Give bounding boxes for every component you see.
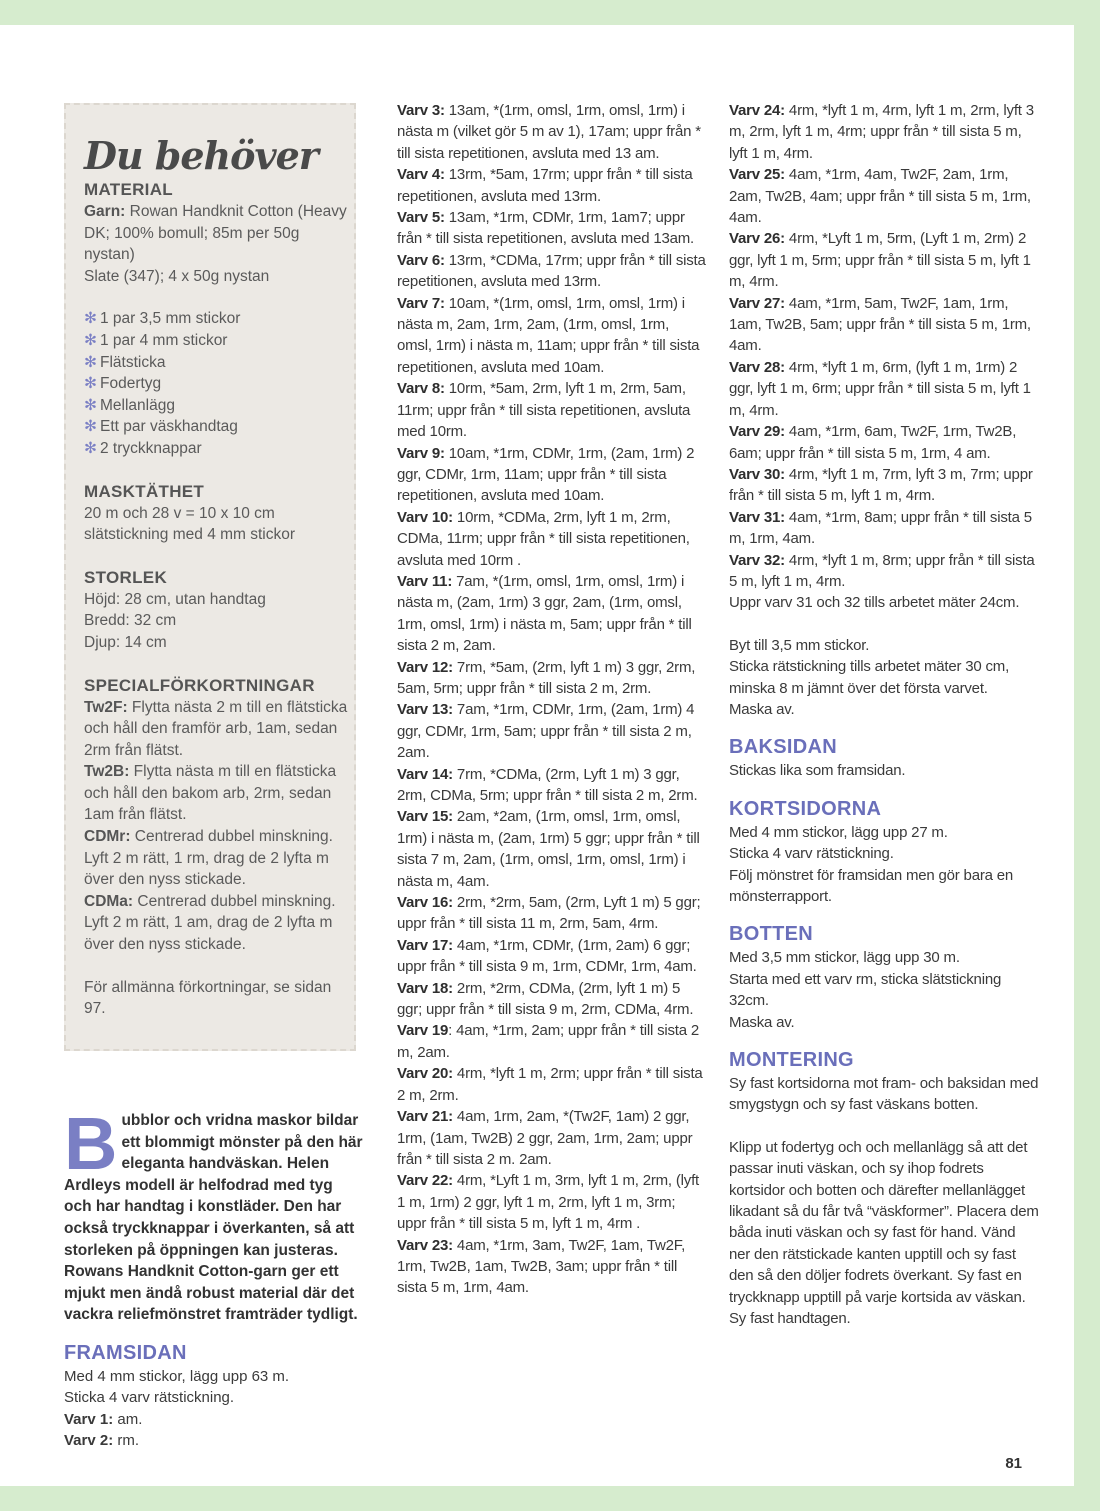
tension-text: 20 m och 28 v = 10 x 10 cm slätstickning med 4 mm stickor [84, 504, 296, 544]
row-instruction: Varv 16: 2rm, *2rm, 5am, (2rm, Lyft 1 m) 5 ggr; uppr från * till sista 11 m, 2rm, 5am, 4rm. [397, 894, 701, 933]
row-instruction: Varv 30: 4rm, *lyft 1 m, 7rm, lyft 3 m, 7rm; uppr från * till sista 5 m, lyft 1 m, 4rm. [729, 465, 1033, 505]
row-instruction: Varv 20: 4rm, *lyft 1 m, 2rm; uppr från * till sista 2 m, 2rm. [397, 1065, 703, 1104]
material-heading: MATERIAL [84, 180, 173, 199]
row-instruction: Varv 24: 4rm, *lyft 1 m, 4rm, lyft 1 m, 2rm, lyft 3 m, 2rm, lyft 1 m, 4rm; uppr från * till sista 5 m, lyft 1 m, 4rm. [729, 102, 1034, 162]
size-heading: STORLEK [84, 567, 168, 587]
kortsidorna-line: Med 4 mm stickor, lägg upp 27 m. [729, 823, 948, 841]
row-instruction: Varv 27: 4am, *1rm, 5am, Tw2F, 1am, 1rm, 1am, Tw2B, 5am; uppr från * till sista 5 m, 1rm, 4am. [729, 294, 1031, 355]
botten-heading: BOTTEN [729, 923, 814, 946]
magazine-page [0, 25, 1074, 1486]
list-item: ✻ Ett par väskhandtag [84, 418, 238, 436]
row-instruction: Varv 29: 4am, *1rm, 6am, Tw2F, 1rm, Tw2B, 6am; uppr från * till sista 5 m, 1rm, 4 am. [729, 423, 1017, 462]
row-instruction: Varv 13: 7am, *1rm, CDMr, 1rm, (2am, 1rm) 4 ggr, CDMr, 1rm, 5am; uppr från * till sista 2 m, 2am. [397, 701, 695, 762]
materials-box [64, 103, 356, 1051]
kortsidorna-line: Följ mönstret för framsidan men gör bara en mönsterrapport. [729, 866, 1014, 905]
row-instruction: Varv 25: 4am, *1rm, 4am, Tw2F, 2am, 1rm, 2am, Tw2B, 4am; uppr från * till sista 5 m, 1rm, 4am. [729, 166, 1031, 227]
botten-line: Maska av. [729, 1013, 795, 1031]
intro-paragraph: Bubblor och vridna maskor bildar ett blommigt mönster på den här eleganta handväskan. Helen Ardleys modell är helfodrad med tyg och har handtag i konstläder. Den har också tryckknappar i överkanten, så att storleken på öppningen kan justeras. Rowans Handknit Cotton-garn ger ett mjukt men ändå robust material där det vackra reliefmönstret framträder tydligt. FRAMSIDAN Med 4 mm stickor, lägg upp 63 m. Sticka 4 varv rätstickning. Varv 1: am. Varv 2: rm. [64, 1110, 364, 1452]
materials-list [84, 308, 354, 459]
asterisk-icon: ✻ [84, 439, 97, 457]
row-instruction: Varv 11: 7am, *(1rm, omsl, 1rm, omsl, 1rm) i nästa m, (2am, 1rm) 3 ggr, 2am, (1rm, omsl, 1rm, omsl, 1rm) i nästa m, 5am; uppr från * till sista 2 m, 2am. [397, 572, 692, 655]
row-instruction: Varv 2: rm. [64, 1432, 140, 1450]
row-instruction: Varv 28: 4rm, *lyft 1 m, 6rm, (lyft 1 m, 1rm) 2 ggr, lyft 1 m, 6rm; uppr från * till sista 5 m, lyft 1 m, 4rm. [729, 358, 1031, 419]
page-number: 81 [1005, 1455, 1022, 1472]
row-instruction: Varv 7: 10am, *(1rm, omsl, 1rm, omsl, 1rm) i nästa m, 2am, 1rm, 2am, (1rm, omsl, 1rm, omsl, 1rm) i nästa m, 11am; uppr från * till sista repetitionen, avsluta med 10am. [397, 294, 700, 376]
list-item: ✻ 1 par 3,5 mm stickor [84, 310, 241, 328]
size-line: Bredd: 32 cm [84, 612, 177, 630]
finish-line: Maska av. [729, 700, 795, 718]
abbr-item: CDMr: Centrerad dubbel minskning. Lyft 2 m rätt, 1 rm, drag de 2 lyfta m över den nyss stickade. [84, 828, 333, 889]
yarn-text: Garn: Rowan Handknit Cotton (Heavy DK; 100% bomull; 85m per 50g nystan) [84, 203, 347, 264]
baksidan-text: Stickas lika som framsidan. [729, 762, 906, 780]
tension-heading: MASKTÄTHET [84, 481, 205, 501]
row-instruction: Varv 14: 7rm, *CDMa, (2rm, Lyft 1 m) 3 ggr, 2rm, CDMa, 5rm; uppr från * till sista 2 m, 2rm. [397, 765, 698, 804]
list-item: ✻ Flätsticka [84, 353, 166, 371]
row-instruction: Varv 3: 13am, *(1rm, omsl, 1rm, omsl, 1rm) i nästa m (vilket gör 5 m av 1), 17am; uppr från * till sista repetitionen, avsluta med 13 am. [397, 102, 701, 162]
right-column [729, 100, 1039, 1330]
list-item: ✻ Mellanlägg [84, 396, 175, 414]
yarn-color: Slate (347); 4 x 50g nystan [84, 267, 270, 285]
row-instruction: Varv 9: 10am, *1rm, CDMr, 1rm, (2am, 1rm) 2 ggr, CDMr, 1rm, 11am; uppr från * till sista repetitionen, avsluta med 10am. [397, 444, 695, 505]
row-instruction: Varv 22: 4rm, *Lyft 1 m, 3rm, lyft 1 m, 2rm, (lyft 1 m, 1rm) 2 ggr, lyft 1 m, 2rm, lyft 1 m, 3rm; uppr från * till sista 5 m, lyft 1 m, 4rm . [397, 1172, 700, 1233]
row-instruction: Varv 23: 4am, *1rm, 3am, Tw2F, 1am, Tw2F, 1rm, Tw2B, 1am, Tw2B, 3am; uppr från * till sista 5 m, 1rm, 4am. [397, 1236, 686, 1297]
abbr-item: Tw2F: Flytta nästa 2 m till en flätsticka och håll den framför arb, 1am, sedan 2rm från flätst. [84, 698, 348, 759]
row-instruction: Varv 10: 10rm, *CDMa, 2rm, lyft 1 m, 2rm, CDMa, 11rm; uppr från * till sista repetitionen, avsluta med 10rm . [397, 508, 690, 569]
drop-cap: B [64, 1102, 118, 1185]
kortsidorna-heading: KORTSIDORNA [729, 797, 882, 820]
list-item: ✻ 2 tryckknappar [84, 439, 202, 457]
row-instruction: Varv 6: 13rm, *CDMa, 17rm; uppr från * till sista repetitionen, avsluta med 13rm. [397, 251, 706, 291]
botten-line: Med 3,5 mm stickor, lägg upp 30 m. [729, 949, 960, 967]
row-instruction: Varv 8: 10rm, *5am, 2rm, lyft 1 m, 2rm, 5am, 11rm; uppr från * till sista repetitionen, avsluta med 10rm. [397, 380, 691, 441]
framsidan-heading: FRAMSIDAN [64, 1341, 187, 1364]
montering-text: Sy fast kortsidorna mot fram- och baksidan med smygstygn och sy fast väskans botten. [729, 1075, 1039, 1114]
abbr-heading: SPECIALFÖRKORTNINGAR [84, 675, 315, 695]
asterisk-icon: ✻ [84, 353, 97, 371]
finish-line: Sticka rätstickning tills arbetet mäter 30 cm, minska 8 m jämnt över det första varvet. [729, 658, 1010, 697]
asterisk-icon: ✻ [84, 418, 97, 436]
row-instruction: Varv 18: 2rm, *2rm, CDMa, (2rm, lyft 1 m) 5 ggr; uppr från * till sista 9 m, 2rm, CDMa, 4rm. [397, 979, 694, 1019]
list-item: ✻ Fodertyg [84, 375, 162, 393]
row-instruction: Varv 17: 4am, *1rm, CDMr, (1rm, 2am) 6 ggr; uppr från * till sista 9 m, 1rm, CDMr, 1rm, 4am. [397, 936, 697, 976]
row-instruction: Varv 31: 4am, *1rm, 8am; uppr från * till sista 5 m, 1rm, 4am. [729, 508, 1032, 548]
baksidan-heading: BAKSIDAN [729, 736, 837, 759]
row-instruction: Varv 15: 2am, *2am, (1rm, omsl, 1rm, omsl, 1rm) i nästa m, (2am, 1rm) 5 ggr; uppr från * till sista 7 m, 2am, (1rm, omsl, 1rm, omsl, 1rm) i nästa m, 4am. [397, 808, 700, 890]
row-instruction: Varv 21: 4am, 1rm, 2am, *(Tw2F, 1am) 2 ggr, 1rm, (1am, Tw2B) 2 ggr, 2am, 1rm, 2am; uppr från * till sista 2 m. 2am. [397, 1108, 693, 1168]
row-instruction: Varv 26: 4rm, *Lyft 1 m, 5rm, (Lyft 1 m, 2rm) 2 ggr, lyft 1 m, 5rm; uppr från * till sista 5 m, lyft 1 m, 4rm. [729, 230, 1031, 291]
row-instruction: Varv 1: am. [64, 1410, 143, 1428]
asterisk-icon: ✻ [84, 396, 97, 414]
asterisk-icon: ✻ [84, 331, 97, 349]
abbr-item: CDMa: Centrerad dubbel minskning. Lyft 2 m rätt, 1 am, drag de 2 lyfta m över den nyss stickade. [84, 892, 336, 954]
middle-column [397, 100, 707, 1299]
botten-line: Starta med ett varv rm, sticka slätstickning 32cm. [729, 970, 1002, 1010]
list-item: ✻ 1 par 4 mm stickor [84, 331, 228, 349]
asterisk-icon: ✻ [84, 310, 97, 328]
montering-text: Klipp ut fodertyg och och mellanlägg så att det passar inuti väskan, och sy ihop fodrets kortsidor och botten och därefter mellanlägget likadant så du får två “väskformer”. Placera dem båda inuti väskan och sy fast för hand. Vänd ner den rätstickade kanten upptill och sy fast den så den döljer fodrets överkant. Sy fast en tryckknapp upptill på varje kortsida av väskan. Sy fast handtagen. [729, 1138, 1039, 1328]
finish-line: Byt till 3,5 mm stickor. [729, 636, 870, 654]
montering-heading: MONTERING [729, 1049, 854, 1072]
row-instruction: Varv 5: 13am, *1rm, CDMr, 1rm, 1am7; uppr från * till sista repetitionen, avsluta med 13am. [397, 209, 695, 248]
row-instruction: Varv 19: 4am, *1rm, 2am; uppr från * till sista 2 m, 2am. [397, 1022, 700, 1061]
row-instruction: Varv 32: 4rm, *lyft 1 m, 8rm; uppr från * till sista 5 m, lyft 1 m, 4rm. [729, 551, 1035, 590]
general-note: För allmänna förkortningar, se sidan 97. [84, 978, 332, 1018]
kortsidorna-line: Sticka 4 varv rätstickning. [729, 845, 894, 863]
framsidan-line: Med 4 mm stickor, lägg upp 63 m. [64, 1367, 290, 1385]
row-instruction: Varv 12: 7rm, *5am, (2rm, lyft 1 m) 3 ggr, 2rm, 5am, 5rm; uppr från * till sista 2 m, 2rm. [397, 658, 696, 697]
row-instruction: Varv 4: 13rm, *5am, 17rm; uppr från * till sista repetitionen, avsluta med 13rm. [397, 166, 693, 205]
asterisk-icon: ✻ [84, 375, 97, 393]
size-line: Höjd: 28 cm, utan handtag [84, 590, 266, 608]
abbr-item: Tw2B: Flytta nästa m till en flätsticka och håll den bakom arb, 2rm, sedan 1am från flätst. [84, 763, 337, 824]
box-title: Du behöver [84, 133, 318, 178]
size-line: Djup: 14 cm [84, 633, 167, 651]
repeat-note: Uppr varv 31 och 32 tills arbetet mäter 24cm. [729, 594, 1020, 612]
framsidan-line: Sticka 4 varv rätstickning. [64, 1389, 235, 1407]
